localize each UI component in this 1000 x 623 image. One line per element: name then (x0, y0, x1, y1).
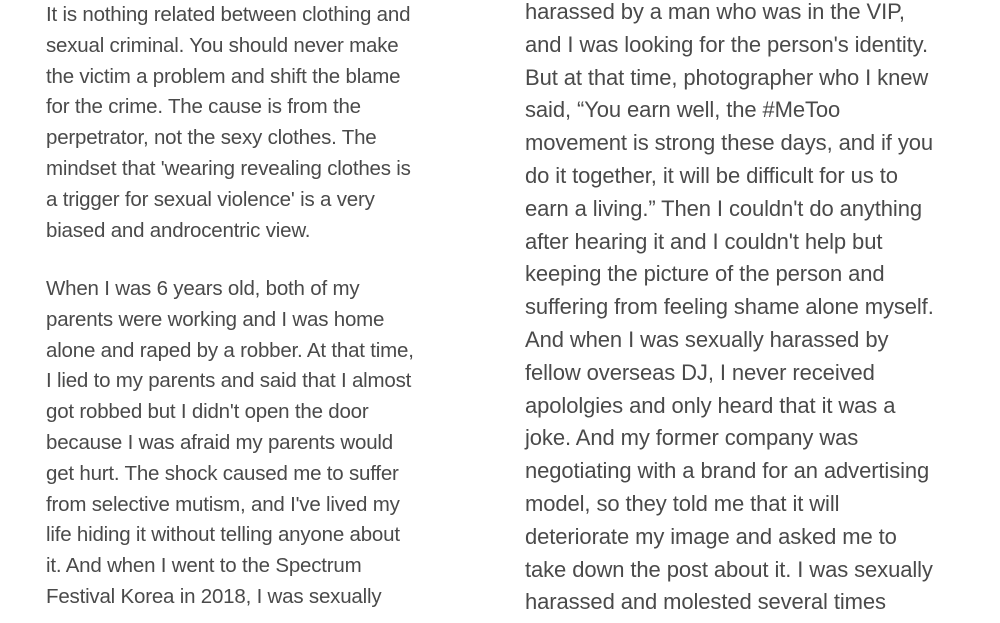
text-line: take down the post about it. I was sexually (525, 556, 933, 582)
text-line: apololgies and only heard that it was a (525, 392, 896, 418)
text-line: biased and androcentric view. (46, 218, 311, 242)
right-paragraph-1 (525, 0, 934, 619)
text-line: because I was afraid my parents would (46, 430, 393, 454)
text-line: suffering from feeling shame alone myself. (525, 294, 934, 320)
text-line: it. And when I went to the Spectrum (46, 554, 362, 578)
text-line: a trigger for sexual violence' is a very (46, 187, 375, 211)
text-line: joke. And my former company was (525, 425, 859, 451)
text-line: It is nothing related between clothing and (46, 3, 411, 26)
text-line: harassed by a man who was in the VIP, (525, 0, 905, 24)
text-line: And when I was sexually harassed by (525, 326, 889, 352)
text-line: deteriorate my image and asked me to (525, 523, 897, 549)
text-line: When I was 6 years old, both of my (46, 277, 360, 300)
text-line: I lied to my parents and said that I almost (46, 369, 412, 393)
left-paragraph-1 (46, 0, 411, 246)
text-line: alone and raped by a robber. At that time, (46, 338, 414, 362)
text-line: get hurt. The shock caused me to suffer (46, 461, 399, 485)
text-line: for the crime. The cause is from the (46, 95, 361, 119)
text-line: life hiding it without telling anyone about (46, 523, 400, 547)
text-line: But at that time, photographer who I knew (525, 64, 929, 90)
text-line: after hearing it and I couldn't help but (525, 228, 883, 254)
text-line: from selective mutism, and I've lived my (46, 492, 400, 516)
text-line: Festival Korea in 2018, I was sexually (46, 584, 382, 608)
text-line: do it together, it will be difficult for us to (525, 162, 898, 188)
text-line: perpetrator, not the sexy clothes. The (46, 126, 377, 150)
text-line: movement is strong these days, and if you (525, 130, 934, 156)
text-line: parents were working and I was home (46, 307, 385, 331)
text-line: sexual criminal. You should never make (46, 33, 399, 57)
text-line: earn a living.” Then I couldn't do anything (525, 195, 922, 221)
text-line: mindset that 'wearing revealing clothes is (46, 156, 411, 180)
text-line: model, so they told me that it will (525, 490, 840, 516)
text-line: harassed and molested several times (525, 589, 886, 615)
text-line: keeping the picture of the person and (525, 261, 885, 287)
left-paragraph-2 (46, 274, 414, 613)
text-line: the victim a problem and shift the blame (46, 64, 401, 88)
text-line: and I was looking for the person's identity. (525, 31, 928, 57)
text-line: fellow overseas DJ, I never received (525, 359, 875, 385)
text-line: got robbed but I didn't open the door (46, 400, 369, 424)
text-line: said, “You earn well, the #MeToo (525, 97, 841, 123)
text-line: negotiating with a brand for an advertising (525, 458, 930, 484)
